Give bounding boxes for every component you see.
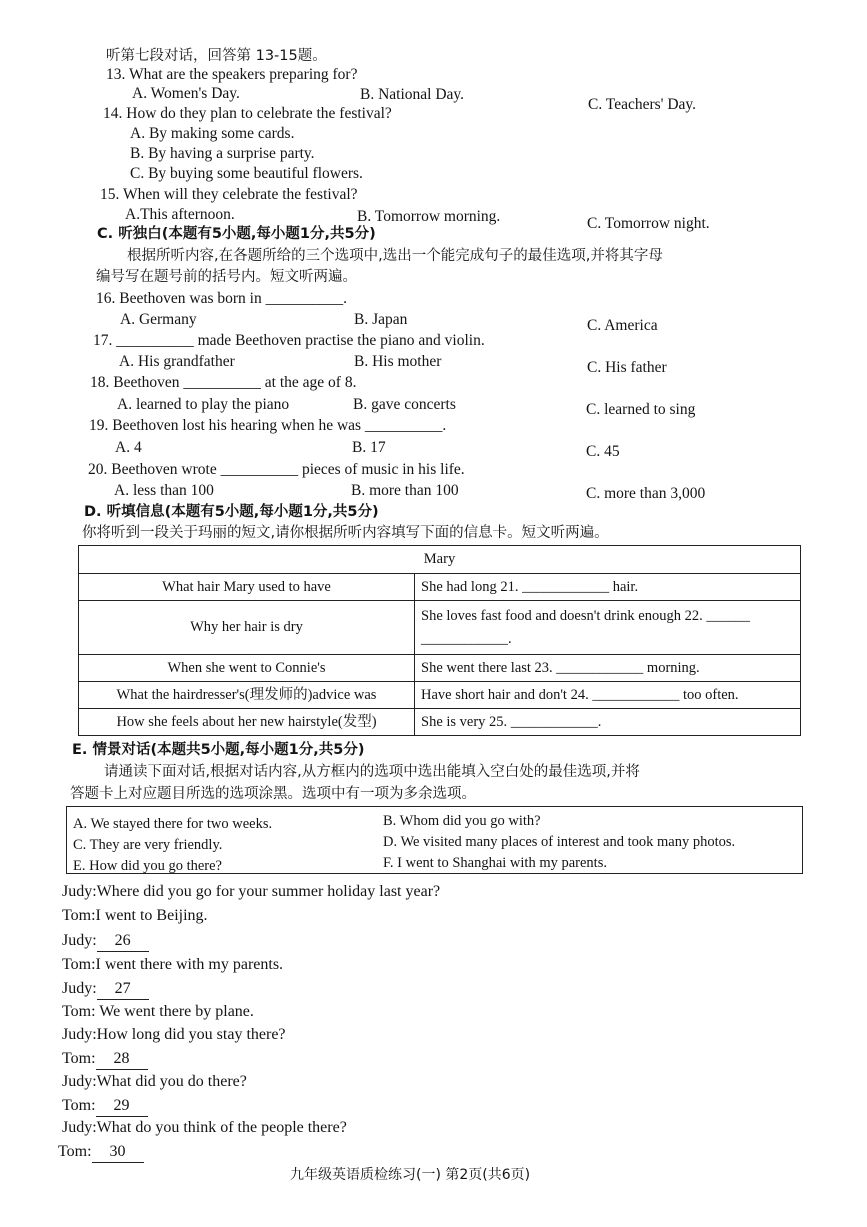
- dialogue-line: Tom: 28: [62, 1049, 148, 1070]
- q20-stem: 20. Beethoven wrote __________ pieces of music in his life.: [88, 461, 465, 478]
- q17-option-b: B. His mother: [354, 353, 442, 370]
- answer-blank-27: 27: [97, 979, 149, 1000]
- info-row-label: How she feels about her new hairstyle(发型): [79, 709, 415, 736]
- info-row-22: [415, 601, 801, 655]
- answer-blank-29: 29: [96, 1096, 148, 1117]
- info-row-22-line1: She loves fast food and doesn't drink enough 22. ______: [421, 608, 750, 625]
- section-e-heading: E. 情景对话(本题共5小题,每小题1分,共5分): [72, 742, 365, 758]
- q14-option-c: C. By buying some beautiful flowers.: [130, 165, 363, 182]
- dialogue-line: Judy:What do you think of the people there?: [62, 1119, 347, 1136]
- info-card-title: Mary: [79, 546, 801, 574]
- info-row-21: She had long 21. ____________ hair.: [415, 574, 801, 601]
- q20-option-b: B. more than 100: [351, 482, 459, 499]
- section-c-heading: C. 听独白(本题有5小题,每小题1分,共5分): [97, 226, 376, 242]
- q18-stem: 18. Beethoven __________ at the age of 8.: [90, 374, 357, 391]
- section-d-instruction: 你将听到一段关于玛丽的短文,请你根据所听内容填写下面的信息卡。短文听两遍。: [82, 525, 609, 541]
- q13-option-c: C. Teachers' Day.: [588, 96, 697, 113]
- q19-option-b: B. 17: [352, 439, 386, 456]
- option-e: E. How did you go there?: [73, 858, 222, 874]
- options-box: [66, 806, 803, 874]
- q17-option-c: C. His father: [587, 359, 667, 376]
- info-row-22-line2: ____________.: [421, 630, 512, 647]
- dialogue-line: Judy:Where did you go for your summer holiday last year?: [62, 883, 441, 900]
- section-c-instruction-line1: 根据所听内容,在各题所给的三个选项中,选出一个能完成句子的最佳选项,并将其字母: [127, 248, 663, 264]
- dialogue-line: Judy: 26: [62, 931, 149, 952]
- dialogue-line: Tom: 29: [62, 1096, 148, 1117]
- section-c-instruction-line2: 编号写在题号前的括号内。短文听两遍。: [96, 269, 357, 285]
- q16-option-a: A. Germany: [120, 311, 197, 328]
- info-row-24: Have short hair and don't 24. ____________ too often.: [415, 682, 801, 709]
- q14-option-a: A. By making some cards.: [130, 125, 295, 142]
- dialogue-line: Tom: 30: [58, 1142, 144, 1163]
- dialogue-line: Judy: 27: [62, 979, 149, 1000]
- dialogue-line: Tom:I went there with my parents.: [62, 956, 284, 973]
- q16-option-b: B. Japan: [354, 311, 408, 328]
- q14-option-b: B. By having a surprise party.: [130, 145, 315, 162]
- q20-option-c: C. more than 3,000: [586, 485, 706, 502]
- q15-stem: 15. When will they celebrate the festival?: [100, 186, 358, 203]
- q16-stem: 16. Beethoven was born in __________.: [96, 290, 347, 307]
- info-row-label: When she went to Connie's: [79, 655, 415, 682]
- q20-option-a: A. less than 100: [114, 482, 214, 499]
- option-d: D. We visited many places of interest and took many photos.: [383, 834, 736, 850]
- info-row-label: Why her hair is dry: [79, 601, 415, 655]
- mary-info-card: [78, 545, 801, 736]
- q15-option-c: C. Tomorrow night.: [587, 215, 710, 232]
- answer-blank-26: 26: [97, 931, 149, 952]
- option-f: F. I went to Shanghai with my parents.: [383, 855, 607, 871]
- answer-blank-28: 28: [96, 1049, 148, 1070]
- q13-stem: 13. What are the speakers preparing for?: [106, 66, 358, 83]
- section-d-heading: D. 听填信息(本题有5小题,每小题1分,共5分): [84, 504, 379, 520]
- info-row-label: What hair Mary used to have: [79, 574, 415, 601]
- dialogue-line: Judy:How long did you stay there?: [62, 1026, 286, 1043]
- option-c: C. They are very friendly.: [73, 837, 223, 853]
- q19-option-c: C. 45: [586, 443, 620, 460]
- passage7-intro: 听第七段对话，回答第 13-15题。: [106, 48, 327, 64]
- q15-option-b: B. Tomorrow morning.: [357, 208, 501, 225]
- info-row-23: She went there last 23. ____________ morning.: [415, 655, 801, 682]
- q19-option-a: A. 4: [115, 439, 142, 456]
- section-e-instruction-line1: 请通读下面对话,根据对话内容,从方框内的选项中选出能填入空白处的最佳选项,并将: [104, 764, 640, 780]
- answer-blank-30: 30: [92, 1142, 144, 1163]
- q13-option-a: A. Women's Day.: [132, 85, 240, 102]
- q18-option-a: A. learned to play the piano: [117, 396, 290, 413]
- q18-option-b: B. gave concerts: [353, 396, 456, 413]
- q17-option-a: A. His grandfather: [119, 353, 235, 370]
- option-b: B. Whom did you go with?: [383, 813, 541, 829]
- info-row-25: She is very 25. ____________.: [415, 709, 801, 736]
- dialogue-line: Judy:What did you do there?: [62, 1073, 247, 1090]
- info-row-label: What the hairdresser's(理发师的)advice was: [79, 682, 415, 709]
- q14-stem: 14. How do they plan to celebrate the festival?: [103, 105, 392, 122]
- section-e-instruction-line2: 答题卡上对应题目所选的选项涂黑。选项中有一项为多余选项。: [70, 786, 476, 802]
- page-footer: 九年级英语质检练习(一) 第2页(共6页): [290, 1167, 531, 1183]
- q15-option-a: A.This afternoon.: [125, 206, 235, 223]
- option-a: A. We stayed there for two weeks.: [73, 816, 273, 832]
- q13-option-b: B. National Day.: [360, 86, 465, 103]
- q18-option-c: C. learned to sing: [586, 401, 696, 418]
- q19-stem: 19. Beethoven lost his hearing when he was __________.: [89, 417, 447, 434]
- q16-option-c: C. America: [587, 317, 658, 334]
- dialogue-line: Tom: We went there by plane.: [62, 1003, 254, 1020]
- q17-stem: 17. __________ made Beethoven practise the piano and violin.: [93, 332, 485, 349]
- dialogue-line: Tom:I went to Beijing.: [62, 907, 208, 924]
